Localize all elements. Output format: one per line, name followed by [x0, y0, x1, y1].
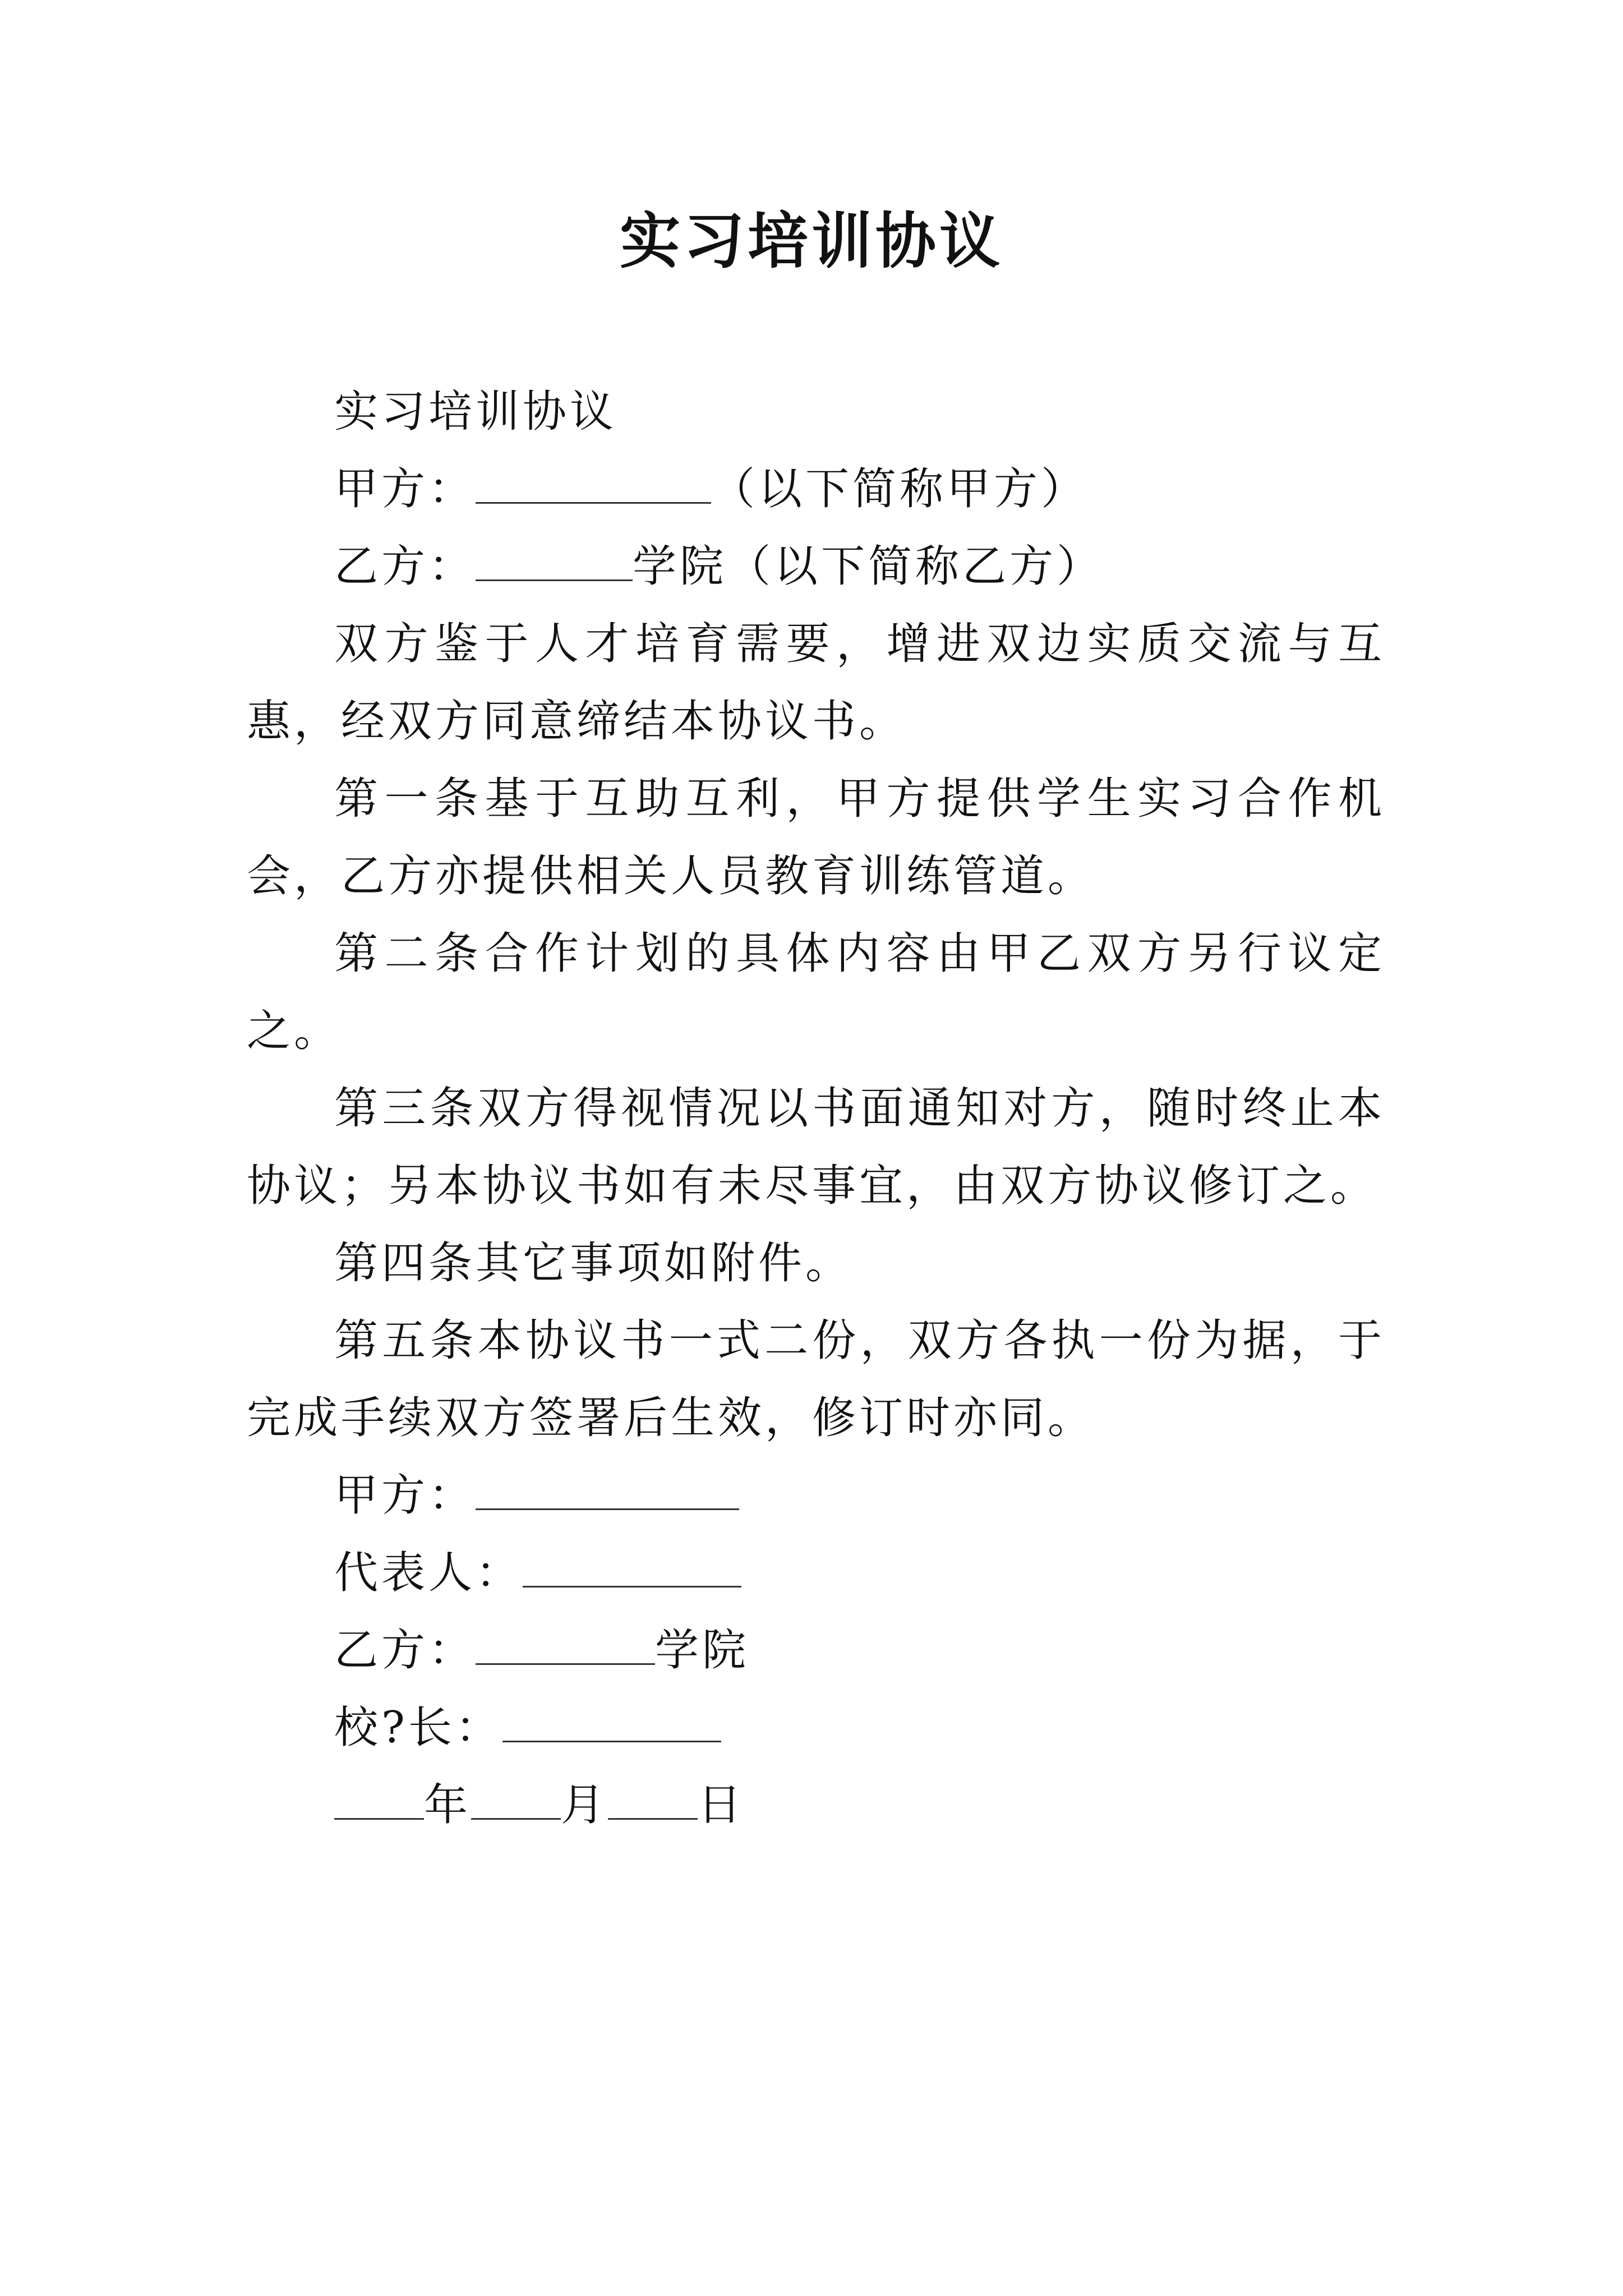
signature-party-b-blank [476, 1628, 655, 1665]
party-b-blank [476, 545, 633, 581]
party-b-prefix: 乙方： [334, 541, 476, 592]
article-5-paragraph: 第五条本协议书一式二份，双方各执一份为据，于完成手续双方签署后生效，修订时亦同。 [247, 1315, 1385, 1443]
date-year-label: 年 [424, 1780, 472, 1830]
heading-line: 实习培训协议 [334, 386, 617, 437]
party-b-suffix: 学院（以下简称乙方） [633, 541, 1104, 592]
signature-party-a-blank [476, 1474, 739, 1510]
article-4-paragraph: 第四条其它事项如附件。 [334, 1238, 853, 1289]
party-a-line [247, 450, 1385, 528]
party-a-blank [476, 467, 711, 504]
date-line [247, 1766, 1385, 1844]
signature-principal-label: 校?长： [334, 1703, 502, 1753]
document-title: 实习培训协议 [619, 206, 1003, 277]
preamble-paragraph: 双方鉴于人才培育需要，增进双边实质交流与互惠，经双方同意缔结本协议书。 [247, 619, 1385, 747]
signature-representative-label: 代表人： [334, 1548, 523, 1598]
date-day-label: 日 [698, 1780, 745, 1830]
signature-party-b-label: 乙方： [334, 1625, 476, 1676]
signature-principal [247, 1689, 1385, 1766]
article-3-paragraph: 第三条双方得视情况以书面通知对方，随时终止本协议；另本协议书如有未尽事宜，由双方协议修订之。 [247, 1083, 1385, 1211]
document-body [247, 373, 1385, 1844]
signature-representative [247, 1534, 1385, 1612]
date-month-blank [471, 1783, 561, 1820]
date-month-label: 月 [561, 1780, 608, 1830]
signature-party-b [247, 1612, 1385, 1689]
signature-representative-blank [523, 1551, 741, 1588]
party-a-suffix: （以下简称甲方） [711, 464, 1089, 514]
date-day-blank [608, 1783, 698, 1820]
article-1-paragraph: 第一条基于互助互利，甲方提供学生实习合作机会，乙方亦提供相关人员教育训练管道。 [247, 774, 1385, 901]
signature-party-a [247, 1457, 1385, 1534]
date-year-blank [334, 1783, 424, 1820]
party-b-line [247, 528, 1385, 605]
article-2-paragraph: 第二条合作计划的具体内容由甲乙双方另行议定之。 [247, 928, 1385, 1056]
signature-party-a-label: 甲方： [334, 1470, 476, 1521]
signature-principal-blank [502, 1706, 721, 1742]
party-a-prefix: 甲方： [334, 464, 476, 514]
signature-party-b-suffix: 学院 [655, 1625, 750, 1676]
